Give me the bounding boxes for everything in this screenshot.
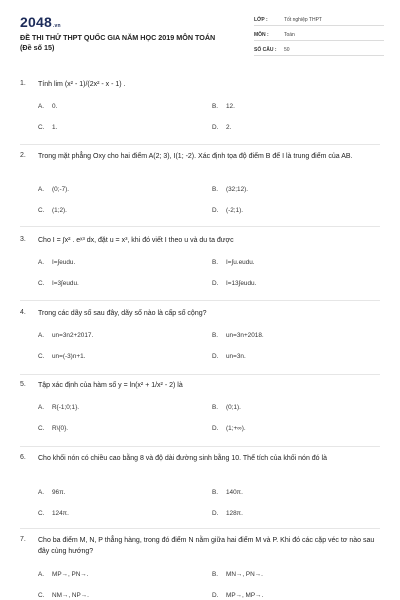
option-text: I=3∫eudu.	[52, 280, 79, 287]
option-text: (0;-7).	[52, 186, 70, 193]
option-letter: B.	[212, 571, 219, 578]
option-letter: C.	[38, 124, 45, 131]
option-text: MN→, PN→.	[226, 571, 263, 578]
option-c[interactable]	[38, 425, 68, 432]
option-b[interactable]	[212, 404, 241, 411]
option-d[interactable]	[212, 592, 263, 599]
option-text: I=∫eudu.	[52, 259, 76, 266]
meta-count-value: 50	[284, 47, 290, 53]
option-text: 0.	[52, 103, 58, 110]
option-d[interactable]	[212, 207, 243, 214]
option-letter: A.	[38, 404, 45, 411]
option-a[interactable]	[38, 332, 93, 339]
question-text: Cho ba điểm M, N, P thẳng hàng, trong đó điểm N nằm giữa hai điểm M và P. Khi đó các cặp véc tơ nào sau đây cùng hướng?	[38, 537, 375, 555]
option-letter: D.	[212, 510, 219, 517]
question-text: Tính lim (x² - 1)/(2x² - x - 1) .	[38, 81, 126, 88]
logo-text: 2048	[20, 14, 52, 30]
meta-subject-row	[254, 31, 384, 41]
option-text: un=3n2+2017.	[52, 332, 94, 339]
logo-tld: .vn	[52, 23, 61, 29]
question-text: Cho I = ∫x² . eˣ³ dx, đặt u = x³, khi đó viết I theo u và du ta được	[38, 237, 234, 244]
meta-count-key: SỐ CÂU :	[254, 47, 277, 53]
option-letter: C.	[38, 353, 45, 360]
question-6	[0, 454, 400, 524]
question-text: Tập xác định của hàm số y = ln(x² + 1/x² - 2) là	[38, 382, 183, 389]
option-c[interactable]	[38, 510, 69, 517]
option-letter: C.	[38, 592, 45, 599]
option-letter: B.	[212, 332, 219, 339]
option-letter: A.	[38, 332, 45, 339]
meta-count-row	[254, 46, 384, 56]
option-letter: D.	[212, 207, 219, 214]
option-text: R{-1;0;1}.	[52, 404, 80, 411]
question-divider	[20, 528, 380, 529]
option-letter: B.	[212, 404, 219, 411]
option-text: 140π.	[226, 489, 243, 496]
option-c[interactable]	[38, 124, 57, 131]
question-text: Cho khối nón có chiều cao bằng 8 và độ dài đường sinh bằng 10. Thể tích của khối nón đó là	[38, 455, 327, 462]
question-1	[0, 80, 400, 140]
option-b[interactable]	[212, 186, 248, 193]
option-a[interactable]	[38, 571, 89, 578]
option-text: (1;2).	[52, 207, 67, 214]
question-text: Trong các dãy số sau đây, dãy số nào là cấp số cộng?	[38, 310, 207, 317]
option-b[interactable]	[212, 489, 243, 496]
option-text: (1;+∞).	[226, 425, 246, 432]
option-text: MP→, PN→.	[52, 571, 89, 578]
question-number: 6.	[20, 454, 26, 461]
meta-class-value: Tốt nghiệp THPT	[284, 17, 322, 23]
question-7	[0, 536, 400, 600]
question-divider	[20, 226, 380, 227]
question-2	[0, 152, 400, 222]
question-3	[0, 236, 400, 296]
option-c[interactable]	[38, 592, 89, 599]
option-b[interactable]	[212, 103, 235, 110]
option-text: NM→, NP→.	[52, 592, 89, 599]
option-letter: C.	[38, 425, 45, 432]
exam-header	[0, 0, 400, 74]
option-text: (0;1).	[226, 404, 241, 411]
option-text: (32;12).	[226, 186, 249, 193]
option-text: I=13∫eudu.	[226, 280, 257, 287]
option-letter: D.	[212, 425, 219, 432]
question-number: 2.	[20, 152, 26, 159]
option-text: 2.	[226, 124, 232, 131]
option-text: un=(-3)n+1.	[52, 353, 86, 360]
option-letter: A.	[38, 259, 45, 266]
option-letter: B.	[212, 489, 219, 496]
option-c[interactable]	[38, 207, 67, 214]
option-text: I=∫u.eudu.	[226, 259, 255, 266]
option-letter: D.	[212, 592, 219, 599]
option-text: 1.	[52, 124, 58, 131]
question-number: 3.	[20, 236, 26, 243]
option-d[interactable]	[212, 353, 246, 360]
option-text: 12.	[226, 103, 235, 110]
meta-class-row	[254, 16, 384, 26]
question-divider	[20, 144, 380, 145]
site-logo[interactable]	[20, 14, 61, 30]
question-divider	[20, 446, 380, 447]
option-letter: C.	[38, 510, 45, 517]
option-letter: D.	[212, 280, 219, 287]
question-number: 5.	[20, 381, 26, 388]
option-text: 124π.	[52, 510, 69, 517]
option-b[interactable]	[212, 332, 264, 339]
option-a[interactable]	[38, 259, 75, 266]
option-text: un=3n+2018.	[226, 332, 264, 339]
option-d[interactable]	[212, 510, 243, 517]
question-text: Trong mặt phẳng Oxy cho hai điểm A(2; 3), I(1; -2). Xác định tọa độ điểm B để I là trung điểm của AB.	[38, 153, 353, 160]
meta-subject-value: Toán	[284, 32, 295, 38]
question-4	[0, 309, 400, 369]
question-number: 1.	[20, 80, 26, 87]
option-letter: B.	[212, 103, 219, 110]
option-c[interactable]	[38, 280, 79, 287]
option-letter: A.	[38, 103, 45, 110]
option-d[interactable]	[212, 124, 231, 131]
option-letter: D.	[212, 124, 219, 131]
question-5	[0, 381, 400, 441]
option-a[interactable]	[38, 404, 79, 411]
option-d[interactable]	[212, 425, 246, 432]
option-text: R\{0}.	[52, 425, 68, 432]
option-b[interactable]	[212, 259, 255, 266]
option-letter: B.	[212, 259, 219, 266]
option-c[interactable]	[38, 353, 85, 360]
option-text: 128π.	[226, 510, 243, 517]
option-letter: D.	[212, 353, 219, 360]
meta-class-key: LỚP :	[254, 17, 268, 23]
question-number: 4.	[20, 309, 26, 316]
option-letter: A.	[38, 571, 45, 578]
option-letter: A.	[38, 186, 45, 193]
option-text: (-2;1).	[226, 207, 244, 214]
option-text: 96π.	[52, 489, 66, 496]
option-letter: C.	[38, 207, 45, 214]
option-letter: B.	[212, 186, 219, 193]
question-number: 7.	[20, 536, 26, 543]
option-a[interactable]	[38, 186, 69, 193]
option-a[interactable]	[38, 489, 65, 496]
option-letter: A.	[38, 489, 45, 496]
option-text: un=3n.	[226, 353, 246, 360]
question-divider	[20, 374, 380, 375]
option-b[interactable]	[212, 571, 263, 578]
option-text: MP→, MP→.	[226, 592, 264, 599]
meta-subject-key: MÔN :	[254, 32, 269, 38]
option-d[interactable]	[212, 280, 256, 287]
question-divider	[20, 300, 380, 301]
exam-subtitle: (Đề số 15)	[20, 43, 55, 52]
option-a[interactable]	[38, 103, 57, 110]
exam-title: ĐỀ THI THỬ THPT QUỐC GIA NĂM HỌC 2019 MÔN TOÁN	[20, 33, 216, 42]
option-letter: C.	[38, 280, 45, 287]
